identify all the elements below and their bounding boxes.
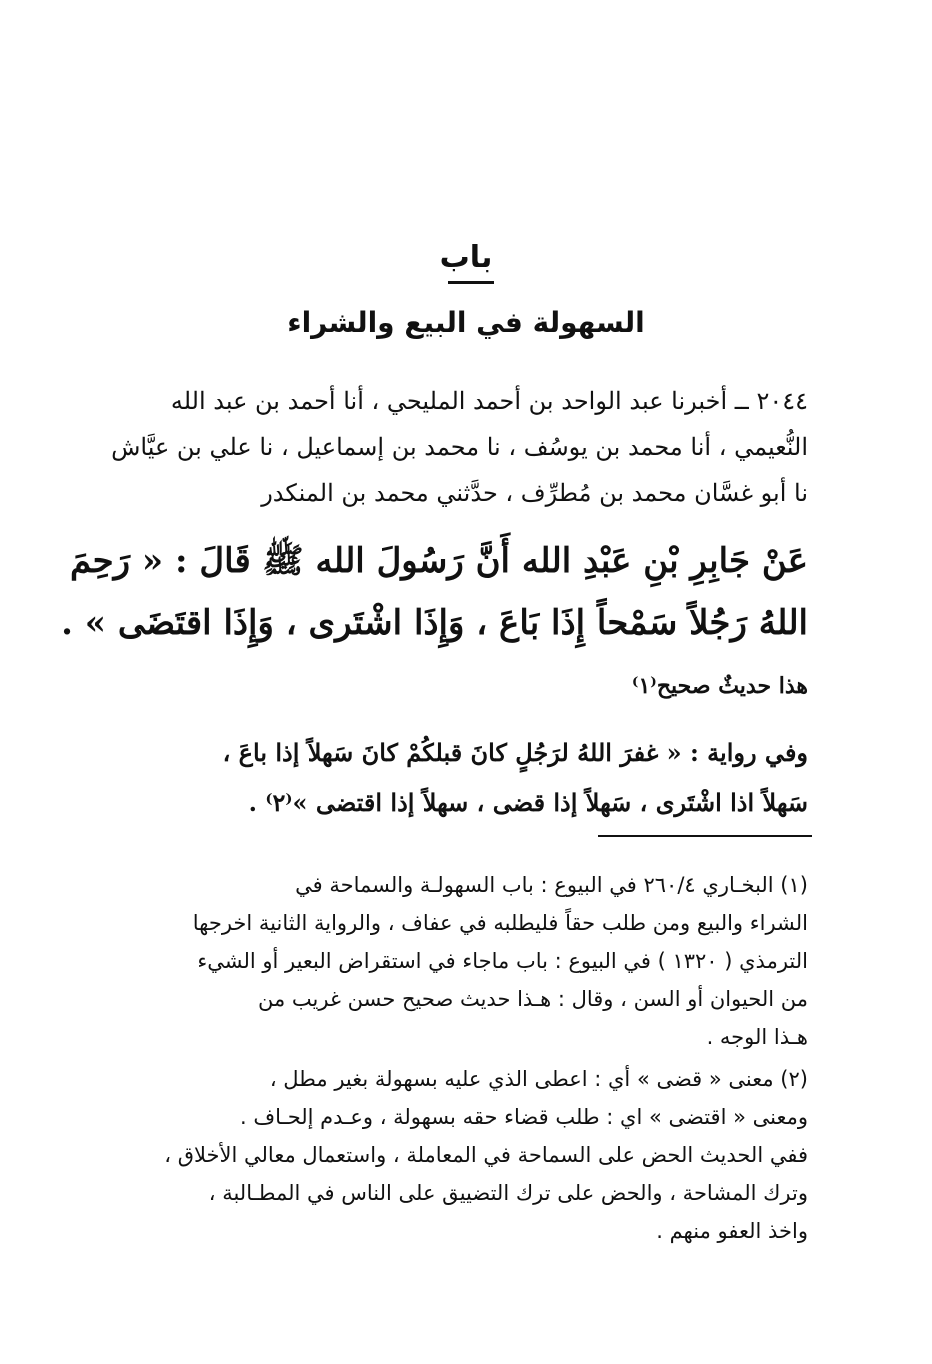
chapter-underline <box>448 281 494 284</box>
footnote-line: الشراء والبيع ومن طلب حقاً فليطلبه في عفاف ، والرواية الثانية اخرجها <box>192 911 808 935</box>
footnote-line: (١) البخـاري ٢٦٠/٤ في البيوع : باب السهولـة والسماحة في <box>295 873 808 897</box>
footnote-line: هـذا الوجه . <box>706 1025 808 1049</box>
matn-line: عَنْ جَابِرِ بْنِ عَبْدِ الله أَنَّ رَسُولَ الله ﷺ قَالَ : « رَحِمَ <box>70 541 808 581</box>
chapter-label: باب <box>439 240 493 275</box>
footnote-1 <box>156 866 808 1056</box>
hadith-grade <box>156 668 808 704</box>
footnote-line: واخذ العفو منهم . <box>656 1219 808 1243</box>
hadith-matn <box>61 530 808 654</box>
footnote-line: ففي الحديث الحض على السماحة في المعاملة ، واستعمال معالي الأخلاق ، <box>164 1143 808 1167</box>
footnote-separator <box>598 835 812 837</box>
hadith-isnad <box>111 378 808 516</box>
hadith-variant-narration <box>156 728 808 828</box>
riwaya-line: سَهلاً اذا اشْتَرى ، سَهلاً إذا قضى ، سهلاً إذا اقتضى »⁽٢⁾ . <box>248 788 808 817</box>
footnote-2 <box>156 1060 808 1250</box>
footnote-line: وترك المشاحة ، والحض على ترك التضييق على الناس في المطـالبة ، <box>208 1181 808 1205</box>
footnote-line: الترمذي ( ١٣٢٠ ) في البيوع : باب ماجاء في استقراض البعير أو الشيء <box>197 949 808 973</box>
footnote-line: (٢) معنى « قضى » أي : اعطى الذي عليه بسهولة بغير مطل ، <box>269 1067 808 1091</box>
riwaya-line: وفي رواية : « غفرَ اللهُ لرَجُلٍ كانَ قبلكُمْ كانَ سَهلاً إذا باعَ ، <box>222 738 808 767</box>
isnad-line: النُّعيمي ، أنا محمد بن يوسُف ، نا محمد بن إسماعيل ، نا علي بن عيَّاش <box>111 433 808 461</box>
isnad-line: ٢٠٤٤ ــ أخبرنا عبد الواحد بن أحمد المليحي ، أنا أحمد بن عبد الله <box>170 387 808 415</box>
footnote-line: من الحيوان أو السن ، وقال : هـذا حديث صحيح حسن غريب من <box>258 987 808 1011</box>
grade-text: هذا حديثٌ صحيح⁽١⁾ <box>631 673 808 699</box>
isnad-line: نا أبو غسَّان محمد بن مُطرِّف ، حدَّثني محمد بن المنكدر <box>261 479 808 507</box>
matn-line: اللهُ رَجُلاً سَمْحاً إِذَا بَاعَ ، وَإِذَا اشْتَرى ، وَإِذَا اقتَضَى » . <box>61 603 808 643</box>
chapter-title: السهولة في البيع والشراء <box>287 306 645 339</box>
footnote-line: ومعنى « اقتضى » اي : طلب قضاء حقه بسهولة ، وعـدم إلحـاف . <box>240 1105 808 1129</box>
